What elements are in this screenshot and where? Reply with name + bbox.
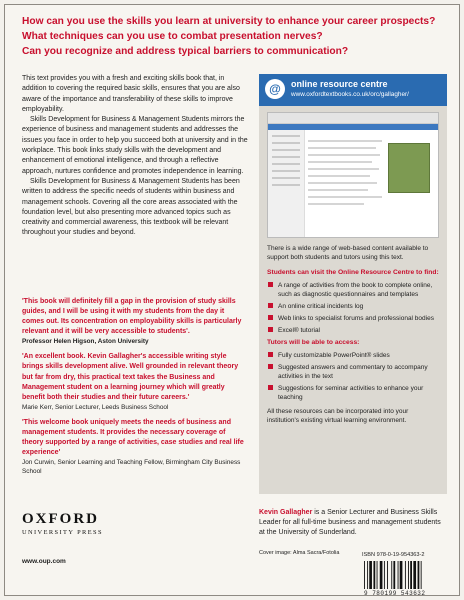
- orc-website-screenshot: [267, 112, 439, 238]
- tutors-item: Suggested answers and commentary to accompany activities in the text: [267, 363, 439, 381]
- orc-header: [259, 74, 447, 106]
- headline-questions: [22, 14, 447, 59]
- tutors-item: Fully customizable PowerPoint® slides: [267, 351, 439, 360]
- quote-attribution: Jon Curwin, Senior Learning and Teaching Fellow, Birmingham City Business School: [22, 459, 241, 476]
- review-quote-3: [22, 418, 248, 476]
- quote-text: 'An excellent book. Kevin Gallagher's accessible writing style brings skills development alive. Well grounded in relevant theory but far from dry, this practical text takes the Business and Management student on a learning journey which will greatly benefit both their studies and their future careers.': [22, 353, 239, 401]
- students-section-title: Students can visit the Online Resource Centre to find:: [267, 269, 439, 276]
- orc-title: online resource centre: [291, 79, 388, 89]
- students-item: A range of activities from the book to complete online, such as diagnostic questionnaires and templates: [267, 281, 439, 299]
- cover-image-credit: Cover image: Alma Sacra/Fotolia: [259, 550, 340, 556]
- publisher-name: OXFORD: [22, 511, 99, 527]
- review-quote-1: [22, 297, 248, 346]
- quote-text: 'This welcome book uniquely meets the needs of business and management students. It provides the necessary coverage of theory supported by a range of activities, case studies and real life experience': [22, 418, 244, 457]
- intro-paragraph-1: This text provides you with a fresh and exciting skills book that, in addition to covering the required basic skills, ensures that you are also aware of the importance and transferability of these skills to improve employability.: [22, 75, 240, 113]
- headline-2: What techniques can you use to combat presentation nerves?: [22, 31, 323, 42]
- students-item: Web links to specialist forums and professional bodies: [267, 314, 439, 323]
- orc-url: www.oxfordtextbooks.co.uk/orc/gallagher/: [291, 91, 409, 98]
- headline-1: How can you use the skills you learn at university to enhance your career prospects?: [22, 16, 436, 27]
- orc-description: [267, 244, 439, 425]
- author-bio: [259, 508, 447, 538]
- quote-attribution: Professor Helen Higson, Aston University: [22, 338, 149, 346]
- students-item: An online critical incidents log: [267, 302, 439, 311]
- tutors-item: Suggestions for seminar activities to enhance your teaching: [267, 384, 439, 402]
- students-item: Excel® tutorial: [267, 326, 439, 335]
- orc-footer: All these resources can be incorporated into your institution's existing virtual learning environment.: [267, 408, 409, 424]
- headline-3: Can you recognize and address typical barriers to communication?: [22, 46, 349, 57]
- tutors-section-title: Tutors will be able to access:: [267, 339, 360, 346]
- review-quotes: [22, 297, 248, 482]
- barcode-icon: [362, 561, 442, 589]
- intro-paragraph-2: Skills Development for Business & Management Students mirrors the experience of business and management students and addresses the issues you face in order to help you succeed both at university and in the workplace. This book links study skills with the development and enhancement of emotional intelligence, and through a reflective approach, nurtures confidence and promotes independence in learning.: [22, 116, 248, 175]
- quote-attribution: Marie Kerr, Senior Lecturer, Leeds Business School: [22, 403, 169, 411]
- quote-text: 'This book will definitely fill a gap in the provision of study skills guides, and I will be using it with my students from the day it comes out. Its concentration on employability skills is particularly relevant and it will be very accessible to students'.: [22, 298, 242, 336]
- isbn: ISBN 978-0-19-954363-2: [362, 552, 425, 558]
- review-quote-2: [22, 352, 248, 411]
- orc-logo-icon: @: [265, 79, 285, 99]
- orc-lead: There is a wide range of web-based content available to support both students and tutors using this text.: [267, 245, 429, 261]
- barcode-number: 9 780199 543632: [364, 590, 426, 597]
- publisher-logo: [22, 511, 103, 536]
- publisher-url: www.oup.com: [22, 558, 66, 565]
- book-cover-thumbnail: [388, 143, 430, 193]
- intro-text: [22, 74, 248, 239]
- author-name: Kevin Gallagher: [259, 509, 313, 516]
- author-description: is a Senior Lecturer and Business Skills Leader for all full-time business and management students at the University of Sunderland.: [259, 509, 441, 536]
- intro-paragraph-3: Skills Development for Business & Management Students has been written to address the specific needs of students within business and management schools. Covering all the core areas associated with the foundation level, but also presenting more advanced topics such as creativity and commercial awareness, this textbook will be relevant throughout your studies and beyond.: [22, 177, 240, 237]
- publisher-subtitle: UNIVERSITY PRESS: [22, 529, 103, 536]
- online-resource-centre-panel: [259, 74, 447, 494]
